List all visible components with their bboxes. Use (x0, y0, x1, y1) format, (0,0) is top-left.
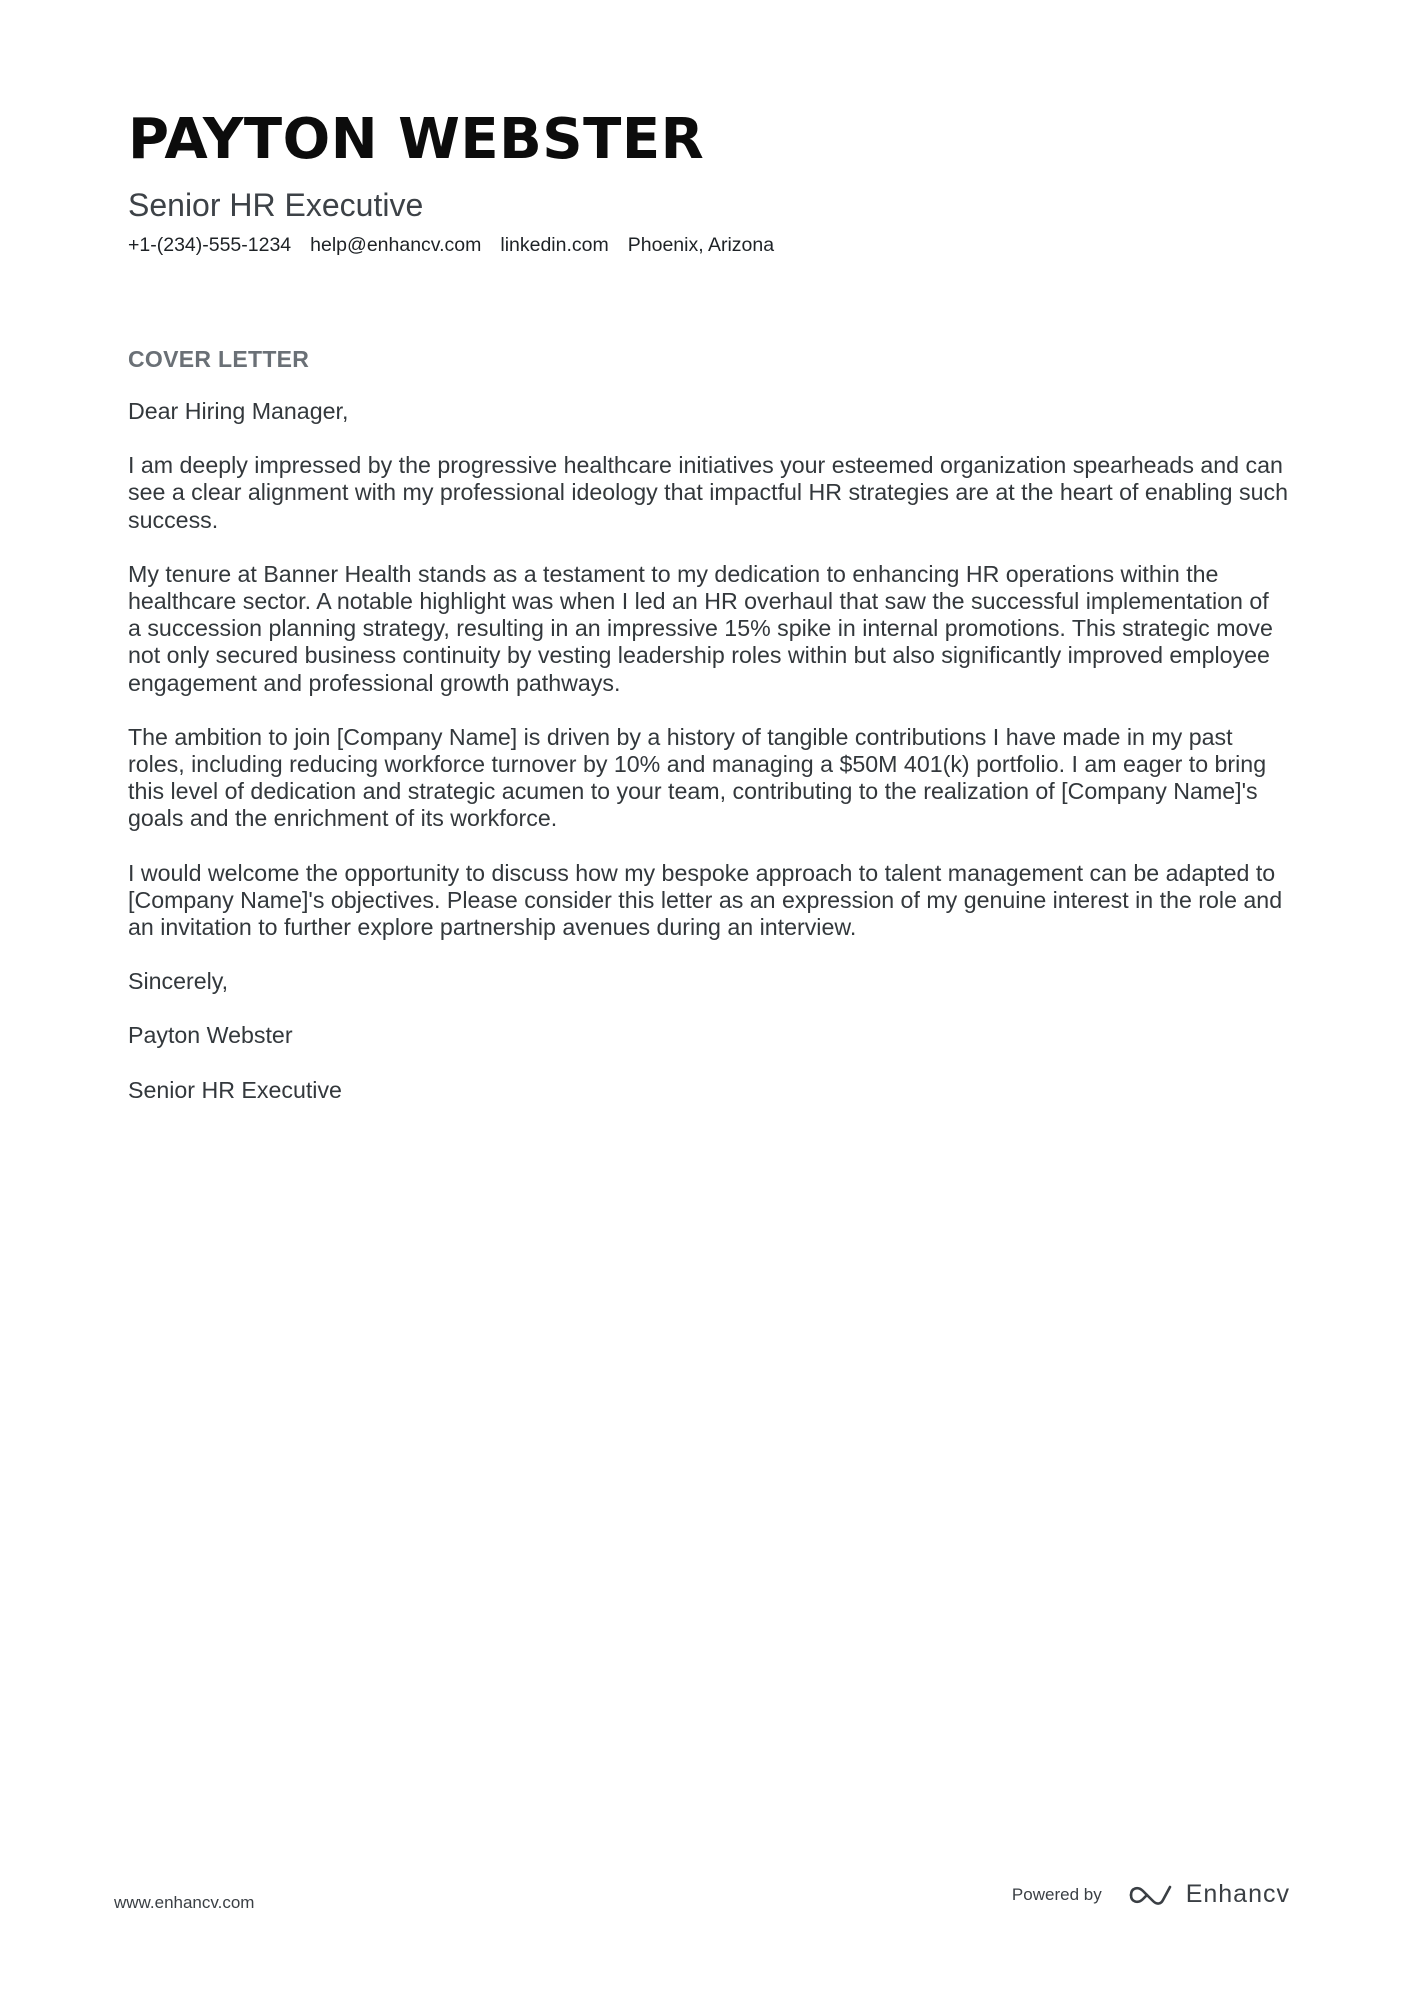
candidate-title: Senior HR Executive (128, 187, 424, 223)
letter-paragraph-1: I am deeply impressed by the progressive healthcare initiatives your esteemed organization spearheads and can see a clear alignment with my professional ideology that impactful HR strategies are at the heart of enabling such success. (128, 452, 1288, 533)
letter-paragraph-2: My tenure at Banner Health stands as a testament to my dedication to enhancing HR operations within the healthcare sector. A notable highlight was when I led an HR overhaul that saw the successful implementation of a succession planning strategy, resulting in an impressive 15% spike in internal promotions. This strategic move not only secured business continuity by vesting leadership roles within but also significantly improved employee engagement and professional growth pathways. (128, 560, 1273, 696)
powered-by-label: Powered by (1011, 1884, 1102, 1904)
contact-phone: +1-(234)-555-1234 (128, 234, 292, 256)
letter-greeting: Dear Hiring Manager, (128, 398, 349, 424)
letter-closing: Sincerely, (128, 968, 229, 995)
signature-name: Payton Webster (128, 1022, 293, 1049)
letter-body (128, 398, 1288, 1131)
brand-name: Enhancv (1185, 1880, 1290, 1908)
letter-paragraph-3: The ambition to join [Company Name] is driven by a history of tangible contributions I have made in my past roles, including reducing workforce turnover by 10% and managing a $50M 401(k) portfolio. I am eager to bring this level of dedication and strategic acumen to your team, contributing to the realization of [Company Name]'s goals and the enrichment of its workforce. (128, 723, 1267, 832)
contact-info (128, 234, 774, 257)
footer-website[interactable]: www.enhancv.com (114, 1893, 255, 1912)
section-heading: COVER LETTER (128, 346, 310, 372)
contact-linkedin[interactable]: linkedin.com (500, 234, 609, 256)
signature-title: Senior HR Executive (128, 1076, 342, 1103)
contact-email[interactable]: help@enhancv.com (310, 234, 482, 256)
footer-branding[interactable] (1012, 1880, 1290, 1909)
letter-paragraph-4: I would welcome the opportunity to discuss how my bespoke approach to talent management can be adapted to [Company Name]'s objectives. Please consider this letter as an expression of my genuine interest in the role and an invitation to further explore partnership avenues during an interview. (128, 859, 1283, 941)
candidate-name: PAYTON WEBSTER (128, 107, 705, 172)
brand-logo[interactable] (1128, 1880, 1290, 1909)
enhancv-logo-icon (1128, 1883, 1174, 1907)
contact-location: Phoenix, Arizona (627, 234, 775, 256)
